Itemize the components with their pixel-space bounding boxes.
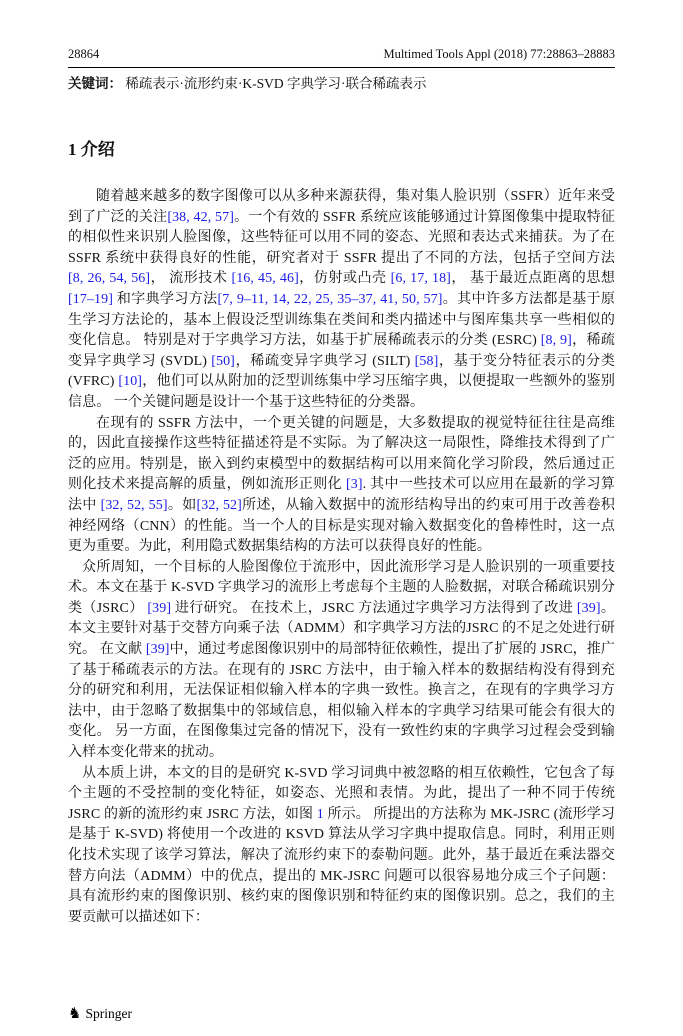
citation-ref[interactable]: [50] bbox=[211, 353, 235, 369]
citation-ref[interactable]: [39] bbox=[147, 600, 172, 616]
publisher-name: Springer bbox=[85, 1006, 132, 1021]
journal-ref: Multimed Tools Appl (2018) 77:28863–28883 bbox=[383, 47, 615, 61]
text-run: ， 流形技术 bbox=[150, 271, 232, 287]
text-run: ，基于变分特征表示的分类 (VFRC) bbox=[68, 353, 615, 390]
keywords-line bbox=[68, 74, 615, 93]
text-run: 。如 bbox=[167, 497, 197, 513]
paragraph-3 bbox=[68, 558, 615, 764]
text-run: 随着越来越多的数字图像可以从多种来源获得，集对集人脸识别（SSFR）近年来受到了广泛的关注 bbox=[68, 189, 615, 225]
text-run: 。一个有效的 SSFR 系统应该能够通过计算图像集中提取特征的相似性来识别人脸图像，这些特征可以用不同的姿态、光照和表达式来捕获。为了在 SSFR 系统中获得良好的性能，研究者对于 SSFR 提出了不同的方法，包括子空间方法 bbox=[68, 209, 615, 266]
text-run: 和字典学习方法 bbox=[113, 291, 218, 307]
text-run: 所述，从输入数据中的流形结构导出的约束可用于改善卷积神经网络（CNN）的性能。当一个人的目标是实现对输入数据变化的鲁棒性时，这一点更为重要。为此，利用隐式数据集结构的方法可以获得良好的性能。 bbox=[68, 497, 615, 555]
citation-ref[interactable]: [39] bbox=[145, 642, 170, 658]
text-run: 中，通过考虑图像识别中的局部特征依赖性，提出了扩展的 JSRC，推广了基于稀疏表示的方法。在现有的 JSRC 方法中，由于输入样本的数据结构没有得到充分的研究和利用，无法保证相似输入样本的字典一致性。换言之，在现有的字典学习方法中，由于忽略了数据集中的邻域信息，相似输入样本的字典学习结果可能会有很大的变化。 另一方面，在图像集过完备的情况下，没有一致性约束的字典学习过程会受到输入样本变化带来的扰动。 bbox=[68, 642, 615, 761]
citation-ref[interactable]: [8, 9] bbox=[540, 333, 572, 349]
citation-ref[interactable]: 1 bbox=[316, 806, 324, 822]
citation-ref[interactable]: [32, 52, 55] bbox=[100, 497, 168, 513]
text-run: . 其中一些技术可以应用在最新的学习算法中 bbox=[68, 477, 615, 513]
paragraph-2 bbox=[68, 414, 615, 558]
text-run: ，仿射或凸壳 bbox=[298, 271, 391, 287]
text-run: ，他们可以从附加的泛型训练集中学习压缩字典，以便提取一些额外的鉴别信息。 一个关键问题是设计一个基于这些特征的分类器。 bbox=[68, 374, 615, 410]
citation-ref[interactable]: [8, 26, 54, 56] bbox=[68, 271, 151, 287]
text-run: ， 基于最近点距离的思想 bbox=[450, 271, 615, 287]
text-run: 。本文主要针对基于交替方向乘子法（ADMM）和字典学习方法的JSRC 的不足之处进行研究。 在文献 bbox=[68, 600, 615, 658]
citation-ref[interactable]: [6, 17, 18] bbox=[390, 271, 451, 287]
keywords-label: 关键词： bbox=[68, 76, 122, 91]
springer-logo-icon: ♞ bbox=[68, 1005, 82, 1022]
page-number: 28864 bbox=[68, 47, 100, 61]
running-header bbox=[68, 46, 615, 62]
text-run: 。其中许多方法都是基于原生学习方法论的，基本上假设泛型训练集在类间和类内描述中与图库集共享一些相似的变化信息。 特别是对于字典学习方法，如基于扩展稀疏表示的分类 (ESRC) bbox=[68, 291, 615, 349]
paragraph-1 bbox=[68, 187, 615, 414]
text-run: ，稀疏变异字典学习 (SILT) bbox=[234, 353, 415, 369]
citation-ref[interactable]: [39] bbox=[576, 600, 601, 616]
text-run: 在现有的 SSFR 方法中，一个更关键的问题是，大多数提取的视觉特征往往是高维的，因此直接操作这些特征描述符是不实际。为了解决这一局限性，降维技术得到了广泛的应用。特别是，嵌入到约束模型中的数据结构可以用来简化学习阶段，然后通过正则化技术来提高解的质量，例如流形正则化 bbox=[68, 415, 615, 493]
citation-ref[interactable]: [7, 9–11, 14, 22, 25, 35–37, 41, 50, 57] bbox=[217, 291, 443, 307]
citation-ref[interactable]: [16, 45, 46] bbox=[231, 271, 299, 287]
citation-ref[interactable]: [10] bbox=[118, 374, 143, 390]
citation-ref[interactable]: [38, 42, 57] bbox=[167, 209, 235, 225]
keywords-text: 稀疏表示·流形约束·K-SVD 字典学习·联合稀疏表示 bbox=[125, 76, 427, 91]
text-run: 进行研究。 在技术上，JSRC 方法通过字典学习方法得到了改进 bbox=[171, 600, 577, 616]
citation-ref[interactable]: [17–19] bbox=[68, 291, 114, 307]
citation-ref[interactable]: [3] bbox=[345, 477, 363, 493]
text-run: ，稀疏变异字典学习 (SVDL) bbox=[68, 333, 615, 369]
citation-ref[interactable]: [32, 52] bbox=[196, 497, 242, 513]
paragraph-4 bbox=[68, 764, 615, 929]
section-heading: 1 介绍 bbox=[68, 140, 115, 159]
text-run: 众所周知，一个目标的人脸图像位于流形中，因此流形学习是人脸识别的一项重要技术。本文在基于 K-SVD 字典学习的流形上考虑每个主题的人脸数据，对联合稀疏识别分类（JSRC） bbox=[68, 559, 615, 616]
page-footer bbox=[68, 1006, 132, 1022]
citation-ref[interactable]: [58] bbox=[414, 353, 439, 369]
header-divider bbox=[68, 67, 615, 68]
text-run: 从本质上讲，本文的目的是研究 K-SVD 学习词典中被忽略的相互依赖性，它包含了每个主题的不受控制的变化特征，如姿态、光照和表情。为此，提出了一种不同于传统 JSRC 的新的流形约束 JSRC 方法，如图 bbox=[68, 765, 615, 822]
text-run: 所示。 所提出的方法称为 MK-JSRC (流形学习是基于 K-SVD) 将使用一个改进的 KSVD 算法从学习字典中提取信息。同时，利用正则化技术实现了该学习算法，解决了流形约束下的泰勒问题。此外，基于最近在乘法器交替方向法（ADMM）中的优点，提出的 MK-JSRC 问题可以很容易地分成三个子问题：具有流形约束的图像识别、核约束的图像识别和特征约束的图像识别。总之，我们的主要贡献可以描述如下： bbox=[68, 806, 615, 925]
